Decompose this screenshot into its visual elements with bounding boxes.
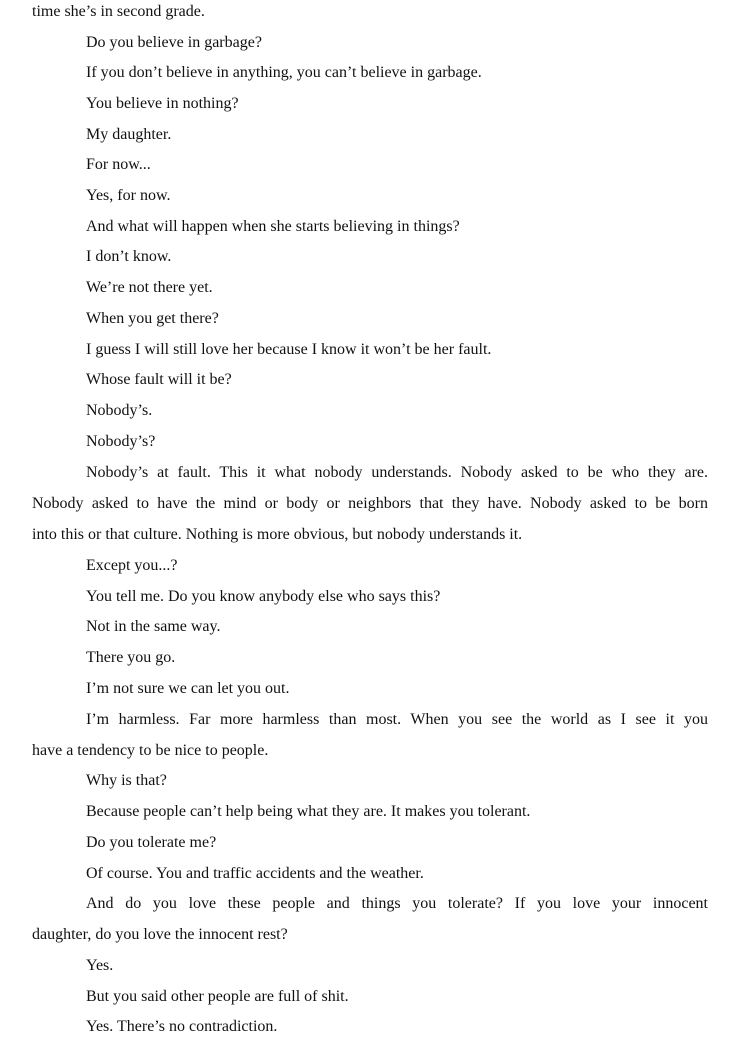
text-line: You believe in nothing? [86, 95, 239, 112]
text-line: Whose fault will it be? [86, 371, 232, 388]
text-line: We’re not there yet. [86, 279, 213, 296]
text-line: Nobody’s at fault. This it what nobody understands. Nobody asked to be who they are. [86, 464, 708, 481]
text-line: time she’s in second grade. [32, 3, 205, 20]
text-line: There you go. [86, 649, 176, 666]
text-line: I guess I will still love her because I know it won’t be her fault. [86, 341, 492, 358]
text-line: have a tendency to be nice to people. [32, 742, 269, 759]
text-line: into this or that culture. Nothing is more obvious, but nobody understands it. [32, 526, 523, 543]
text-line: Not in the same way. [86, 618, 221, 635]
text-line: And do you love these people and things you tolerate? If you love your innocent [86, 895, 708, 912]
text-line: You tell me. Do you know anybody else who says this? [86, 588, 441, 605]
text-line: Do you believe in garbage? [86, 34, 262, 51]
text-line: Yes. There’s no contradiction. [86, 1018, 278, 1035]
text-line: If you don’t believe in anything, you can’t believe in garbage. [86, 64, 482, 81]
text-line: Yes, for now. [86, 187, 171, 204]
text-line: My daughter. [86, 126, 172, 143]
text-line: But you said other people are full of shit. [86, 988, 349, 1005]
text-line: Of course. You and traffic accidents and the weather. [86, 865, 424, 882]
text-line: Why is that? [86, 772, 167, 789]
text-line: I’m not sure we can let you out. [86, 680, 290, 697]
text-line: Yes. [86, 957, 114, 974]
text-line: For now... [86, 156, 151, 173]
text-line: Nobody asked to have the mind or body or neighbors that they have. Nobody asked to be born [32, 495, 708, 512]
text-line: When you get there? [86, 310, 219, 327]
text-line: I’m harmless. Far more harmless than most. When you see the world as I see it you [86, 711, 708, 728]
text-line: And what will happen when she starts believing in things? [86, 218, 460, 235]
text-line: Do you tolerate me? [86, 834, 217, 851]
text-line: Except you...? [86, 557, 178, 574]
text-line: Nobody’s? [86, 433, 156, 450]
text-line: Nobody’s. [86, 402, 153, 419]
text-line: daughter, do you love the innocent rest? [32, 926, 288, 943]
text-line: I don’t know. [86, 248, 172, 265]
text-line: Because people can’t help being what they are. It makes you tolerant. [86, 803, 531, 820]
